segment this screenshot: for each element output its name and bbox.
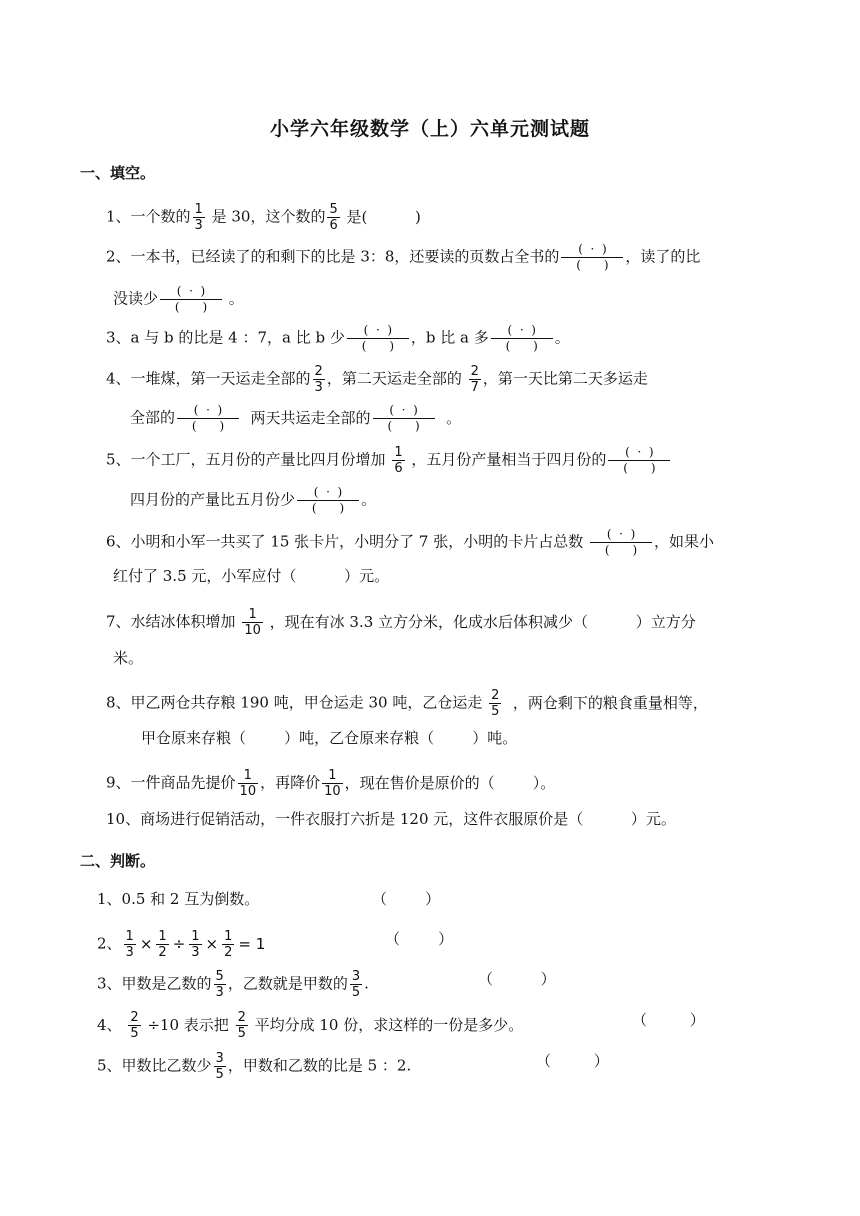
question-3: [106, 323, 570, 354]
denominator: 6: [329, 218, 338, 233]
j5-text-a: 5、甲数比乙数少: [97, 1056, 212, 1075]
q4-text-c: ，第一天比第二天多运走: [482, 369, 648, 388]
numerator: 3: [351, 969, 361, 984]
question-2: [106, 242, 700, 273]
j4-text-a: 4、: [97, 1015, 127, 1034]
q8-text-a: 8、甲乙两仓共存粮 190 吨，甲仓运走 30 吨，乙仓运走: [106, 693, 488, 712]
denominator: 2: [224, 945, 233, 960]
q4-text-b: ，第二天运走全部的: [326, 369, 467, 388]
fraction-blank: [373, 403, 435, 434]
question-8-cont: [141, 728, 517, 748]
denominator: 2: [158, 945, 167, 960]
denominator: 3: [194, 218, 203, 233]
fraction: [489, 688, 501, 719]
question-2-cont: [113, 284, 244, 315]
section-fill-in-heading: 一、填空。: [80, 164, 156, 182]
question-7: [106, 607, 696, 638]
q4-text-e: 两天共运走全部的: [241, 408, 371, 427]
judgement-2: [97, 929, 267, 960]
j5-text-b: ，甲数和乙数的比是 5 ：2.: [227, 1056, 412, 1075]
times-operator: ×: [205, 934, 219, 953]
q4-text-d: 全部的: [130, 408, 176, 427]
denominator: 10: [239, 784, 257, 799]
denominator: 6: [394, 461, 403, 476]
denominator: 5: [491, 704, 500, 719]
numerator: 1: [322, 768, 343, 784]
q7-text-b: ，现在有冰 3.3 立方分米，化成水后体积减少（ ）立方分: [264, 612, 696, 631]
numerator: 2: [314, 364, 323, 379]
fraction: [242, 607, 263, 638]
q9-text-b: ，再降价: [260, 773, 321, 792]
question-6-cont: [113, 566, 389, 586]
fraction: [350, 969, 362, 1000]
j1-text: 1、0.5 和 2 互为倒数。: [97, 890, 260, 908]
denominator: 3: [191, 945, 200, 960]
fraction: [313, 364, 325, 395]
fraction: [124, 929, 136, 960]
denominator: 5: [237, 1026, 246, 1041]
q6-text-b: ，如果小: [654, 532, 715, 551]
denominator: 5: [351, 985, 361, 1000]
question-6: [106, 527, 714, 558]
divide-operator: ÷: [172, 934, 186, 953]
j3-text-a: 3、甲数是乙数的: [97, 974, 212, 993]
judgement-1-answer-blank: （ ）: [372, 890, 441, 908]
q3-text-a: 3、a 与 b 的比是 4 ：7，a 比 b 少: [106, 328, 345, 347]
fraction: [156, 929, 168, 960]
blank-numerator: ( · ): [373, 403, 435, 419]
numerator: 1: [238, 768, 259, 784]
numerator: 1: [224, 929, 233, 944]
judgement-2-answer-blank: （ ）: [385, 930, 454, 948]
blank-denominator: ( ): [576, 258, 609, 272]
question-8: [106, 688, 708, 719]
numerator: 2: [470, 364, 479, 379]
q1-text-b: 是 30，这个数的: [206, 207, 326, 226]
blank-denominator: ( ): [505, 339, 538, 353]
numerator: 1: [242, 607, 263, 623]
blank-numerator: ( · ): [491, 323, 553, 339]
fraction: [214, 1051, 226, 1082]
question-4-cont: [130, 403, 461, 434]
numerator: 1: [125, 929, 134, 944]
q8-text-b: ，两仓剩下的粮食重量相等，: [503, 693, 708, 712]
judgement-1: [97, 889, 259, 909]
blank-numerator: ( · ): [347, 323, 409, 339]
fraction: [222, 929, 234, 960]
q8-text-c: 甲仓原来存粮（ ）吨，乙仓原来存粮（ ）吨。: [141, 729, 518, 747]
fraction: [193, 202, 205, 233]
q5-text-b: ，五月份产量相当于四月份的: [406, 450, 607, 469]
q5-text-a: 5、一个工厂，五月份的产量比四月份增加: [106, 450, 391, 469]
q1-text-a: 1、一个数的: [106, 207, 191, 226]
q3-text-c: 。: [554, 328, 570, 347]
j3-text-b: ，乙数就是甲数的: [227, 974, 348, 993]
q7-text-c: 米。: [113, 649, 144, 667]
fraction-blank: [561, 242, 623, 273]
j3-text-c: .: [364, 974, 369, 993]
denominator: 10: [324, 784, 341, 799]
fraction: [214, 969, 226, 1000]
blank-denominator: ( ): [174, 300, 208, 314]
q6-text-c: 红付了 3.5 元，小军应付（ ）元。: [113, 567, 390, 585]
q7-text-a: 7、水结冰体积增加: [106, 612, 241, 631]
blank-denominator: ( ): [191, 419, 225, 433]
numerator: 5: [329, 202, 338, 217]
judgement-4-answer-blank: （ ）: [632, 1011, 705, 1029]
blank-numerator: ( · ): [297, 485, 359, 501]
blank-denominator: ( ): [604, 543, 638, 557]
question-7-cont: [113, 648, 143, 668]
judgement-5: [97, 1051, 411, 1082]
q2-text-d: 。: [224, 289, 244, 308]
fraction: [238, 768, 259, 799]
blank-denominator: ( ): [387, 419, 420, 433]
q5-text-c: 四月份的产量比五月份少: [130, 490, 296, 509]
denominator: 3: [314, 380, 323, 395]
numerator: 3: [215, 1051, 224, 1066]
page-title: 小学六年级数学（上）六单元测试题: [269, 118, 590, 140]
blank-denominator: ( ): [361, 339, 394, 353]
fraction-blank: [297, 485, 359, 516]
blank-numerator: ( · ): [590, 527, 652, 543]
judgement-5-answer-blank: （ ）: [536, 1052, 609, 1070]
fraction: [322, 768, 343, 799]
blank-denominator: ( ): [623, 461, 656, 475]
judgement-4: [97, 1010, 523, 1041]
fraction: [128, 1010, 140, 1041]
blank-denominator: ( ): [311, 501, 345, 515]
numerator: 2: [491, 688, 500, 703]
judgement-3-answer-blank: （ ）: [478, 970, 556, 988]
question-1: [106, 202, 421, 233]
judgement-3: [97, 969, 369, 1000]
numerator: 5: [215, 969, 224, 984]
q3-text-b: ，b 比 a 多: [410, 328, 489, 347]
q6-text-a: 6、小明和小军一共买了 15 张卡片，小明分了 7 张，小明的卡片占总数: [106, 532, 589, 551]
equals-one: = 1: [238, 934, 266, 953]
blank-numerator: ( · ): [160, 284, 222, 300]
numerator: 1: [191, 929, 200, 944]
q2-text-b: ，读了的比: [625, 247, 701, 266]
blank-numerator: ( · ): [608, 445, 670, 461]
question-5-cont: [130, 485, 376, 516]
fraction: [236, 1010, 248, 1041]
denominator: 5: [215, 1067, 224, 1082]
fraction: [189, 929, 201, 960]
q4-text-a: 4、一堆煤，第一天运走全部的: [106, 369, 311, 388]
j4-text-c: 平均分成 10 份，求这样的一份是多少。: [249, 1015, 524, 1034]
fraction: [469, 364, 481, 395]
fraction-blank: [347, 323, 409, 354]
fraction-blank: [608, 445, 670, 476]
fraction-blank: [177, 403, 239, 434]
times-operator: ×: [139, 934, 153, 953]
q4-text-f: 。: [436, 408, 462, 427]
blank-numerator: ( · ): [177, 403, 239, 419]
question-4: [106, 364, 648, 395]
numerator: 1: [394, 445, 403, 460]
fraction-blank: [590, 527, 652, 558]
numerator: 2: [130, 1010, 139, 1025]
fraction: [392, 445, 404, 476]
question-10: [106, 809, 676, 829]
q9-text-c: ，现在售价是原价的（ ）。: [344, 773, 556, 792]
j4-text-b: ÷10 表示把: [142, 1015, 234, 1034]
numerator: 1: [194, 202, 203, 217]
denominator: 10: [244, 623, 261, 638]
q2-text-c: 没读少: [113, 289, 159, 308]
denominator: 7: [470, 380, 479, 395]
q5-text-d: 。: [361, 490, 377, 509]
j2-text: 2、: [97, 934, 122, 953]
numerator: 1: [158, 929, 167, 944]
q2-text-a: 2、一本书，已经读了的和剩下的比是 3：8，还要读的页数占全书的: [106, 247, 560, 266]
fraction-blank: [491, 323, 553, 354]
q9-text-a: 9、一件商品先提价: [106, 773, 236, 792]
denominator: 3: [215, 985, 224, 1000]
numerator: 2: [237, 1010, 246, 1025]
fraction-blank: [160, 284, 222, 315]
denominator: 3: [125, 945, 134, 960]
fraction: [327, 202, 339, 233]
denominator: 5: [130, 1026, 139, 1041]
question-5: [106, 445, 672, 476]
question-9: [106, 768, 555, 799]
q10-text-a: 10、商场进行促销活动，一件衣服打六折是 120 元，这件衣服原价是（ ）元。: [106, 810, 676, 828]
section-true-false-heading: 二、判断。: [80, 852, 156, 870]
answer-blank: 是( ): [341, 207, 421, 226]
blank-numerator: ( · ): [561, 242, 623, 258]
